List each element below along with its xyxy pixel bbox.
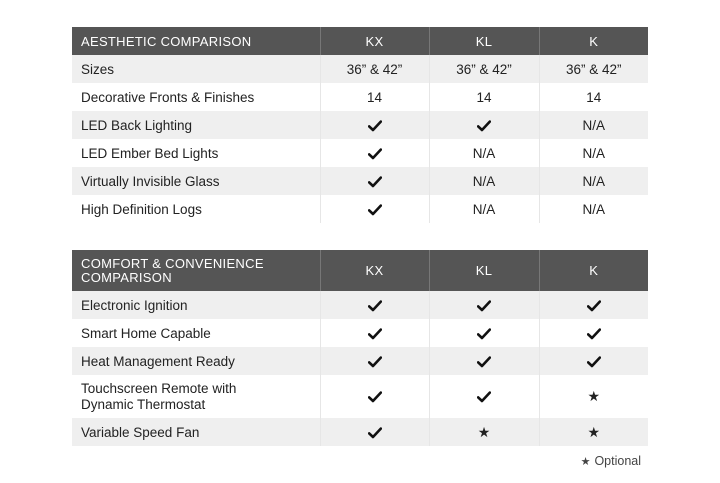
table-row: [72, 167, 648, 195]
checkmark-icon: [320, 291, 429, 319]
checkmark-icon: [320, 111, 429, 139]
feature-label: Variable Speed Fan: [72, 418, 320, 446]
cell-value: N/A: [429, 139, 539, 167]
star-icon: ★: [539, 375, 648, 418]
column-header: KX: [320, 250, 429, 291]
checkmark-icon: [320, 319, 429, 347]
comfort-convenience-comparison-table: [72, 250, 648, 446]
column-header: KX: [320, 27, 429, 55]
optional-footnote: [581, 454, 641, 468]
feature-label: Virtually Invisible Glass: [72, 167, 320, 195]
star-icon: ★: [580, 456, 591, 468]
cell-value: 36” & 42”: [429, 55, 539, 83]
table-row: [72, 139, 648, 167]
table-title: AESTHETIC COMPARISON: [72, 27, 320, 55]
feature-label: LED Back Lighting: [72, 111, 320, 139]
table-row: [72, 418, 648, 446]
checkmark-icon: [320, 167, 429, 195]
aesthetic-comparison-table: [72, 27, 648, 223]
cell-value: N/A: [429, 195, 539, 223]
checkmark-icon: [539, 347, 648, 375]
feature-label: LED Ember Bed Lights: [72, 139, 320, 167]
table-row: [72, 375, 648, 418]
table-row: [72, 111, 648, 139]
checkmark-icon: [429, 375, 539, 418]
table-row: [72, 291, 648, 319]
cell-value: N/A: [539, 111, 648, 139]
cell-value: N/A: [539, 167, 648, 195]
cell-value: 14: [429, 83, 539, 111]
feature-label: Sizes: [72, 55, 320, 83]
checkmark-icon: [429, 291, 539, 319]
checkmark-icon: [539, 291, 648, 319]
table-row: [72, 55, 648, 83]
table-row: [72, 319, 648, 347]
cell-value: N/A: [429, 167, 539, 195]
table-row: [72, 347, 648, 375]
column-header: KL: [429, 250, 539, 291]
feature-label: Electronic Ignition: [72, 291, 320, 319]
cell-value: 36” & 42”: [539, 55, 648, 83]
column-header: K: [539, 27, 648, 55]
feature-label: High Definition Logs: [72, 195, 320, 223]
cell-value: 14: [539, 83, 648, 111]
cell-value: N/A: [539, 139, 648, 167]
checkmark-icon: [429, 111, 539, 139]
star-icon: ★: [429, 418, 539, 446]
feature-label: Heat Management Ready: [72, 347, 320, 375]
checkmark-icon: [320, 347, 429, 375]
checkmark-icon: [320, 195, 429, 223]
cell-value: N/A: [539, 195, 648, 223]
cell-value: 36” & 42”: [320, 55, 429, 83]
checkmark-icon: [320, 375, 429, 418]
feature-label: Decorative Fronts & Finishes: [72, 83, 320, 111]
footnote-text: Optional: [594, 454, 641, 468]
feature-label: Smart Home Capable: [72, 319, 320, 347]
checkmark-icon: [320, 139, 429, 167]
table-row: [72, 195, 648, 223]
feature-label: Touchscreen Remote with Dynamic Thermostat: [72, 375, 320, 418]
checkmark-icon: [539, 319, 648, 347]
checkmark-icon: [429, 319, 539, 347]
checkmark-icon: [429, 347, 539, 375]
column-header: K: [539, 250, 648, 291]
cell-value: 14: [320, 83, 429, 111]
table-title: COMFORT & CONVENIENCE COMPARISON: [72, 250, 320, 291]
column-header: KL: [429, 27, 539, 55]
checkmark-icon: [320, 418, 429, 446]
table-row: [72, 83, 648, 111]
star-icon: ★: [539, 418, 648, 446]
